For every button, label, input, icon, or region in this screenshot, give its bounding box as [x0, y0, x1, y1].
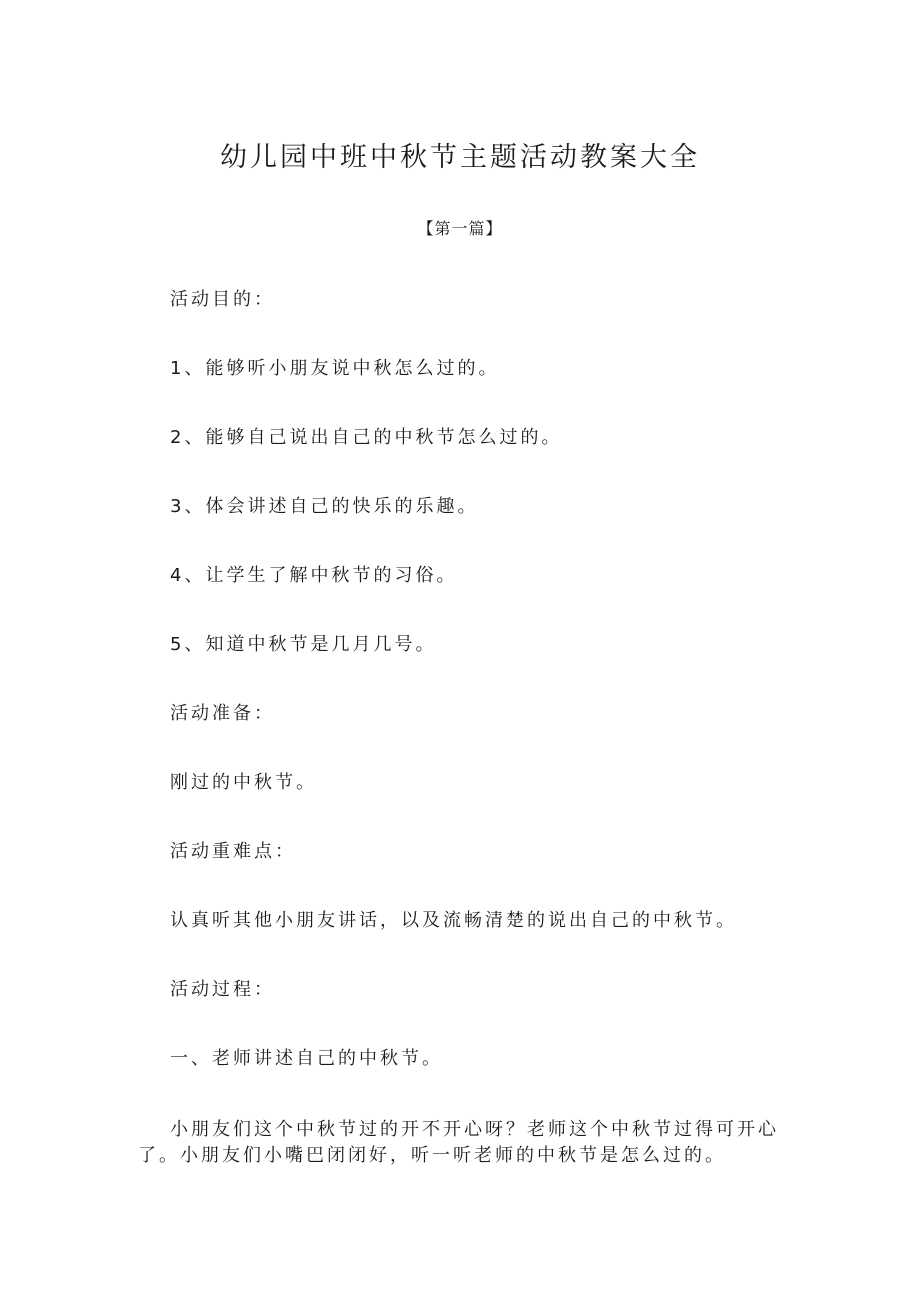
section-heading: 【第一篇】 — [417, 219, 503, 238]
paragraph-preparation-heading: 活动准备： — [170, 703, 275, 724]
paragraph-goal-2: 2、能够自己说出自己的中秋节怎么过的。 — [170, 427, 563, 448]
paragraph-key-points-heading: 活动重难点： — [170, 841, 296, 862]
paragraph-process-heading: 活动过程： — [170, 979, 275, 1000]
paragraph-line: 了。小朋友们小嘴巴闭闭好，听一听老师的中秋节是怎么过的。 — [138, 1145, 726, 1166]
paragraph-activity-goals-heading: 活动目的： — [170, 289, 275, 310]
paragraph-goal-1: 1、能够听小朋友说中秋怎么过的。 — [170, 358, 500, 379]
paragraph-goal-5: 5、知道中秋节是几月几号。 — [170, 634, 437, 655]
paragraph-key-points: 认真听其他小朋友讲话，以及流畅清楚的说出自己的中秋节。 — [170, 910, 737, 931]
document-title: 幼儿园中班中秋节主题活动教案大全 — [220, 142, 700, 173]
paragraph-goal-3: 3、体会讲述自己的快乐的乐趣。 — [170, 496, 479, 517]
paragraph-goal-4: 4、让学生了解中秋节的习俗。 — [170, 565, 458, 586]
paragraph-preparation: 刚过的中秋节。 — [170, 772, 317, 793]
paragraph-process-step-1: 一、老师讲述自己的中秋节。 — [170, 1048, 443, 1069]
paragraph-teacher-story — [138, 1117, 779, 1169]
paragraph-line: 小朋友们这个中秋节过的开不开心呀？老师这个中秋节过得可开心 — [170, 1119, 779, 1140]
